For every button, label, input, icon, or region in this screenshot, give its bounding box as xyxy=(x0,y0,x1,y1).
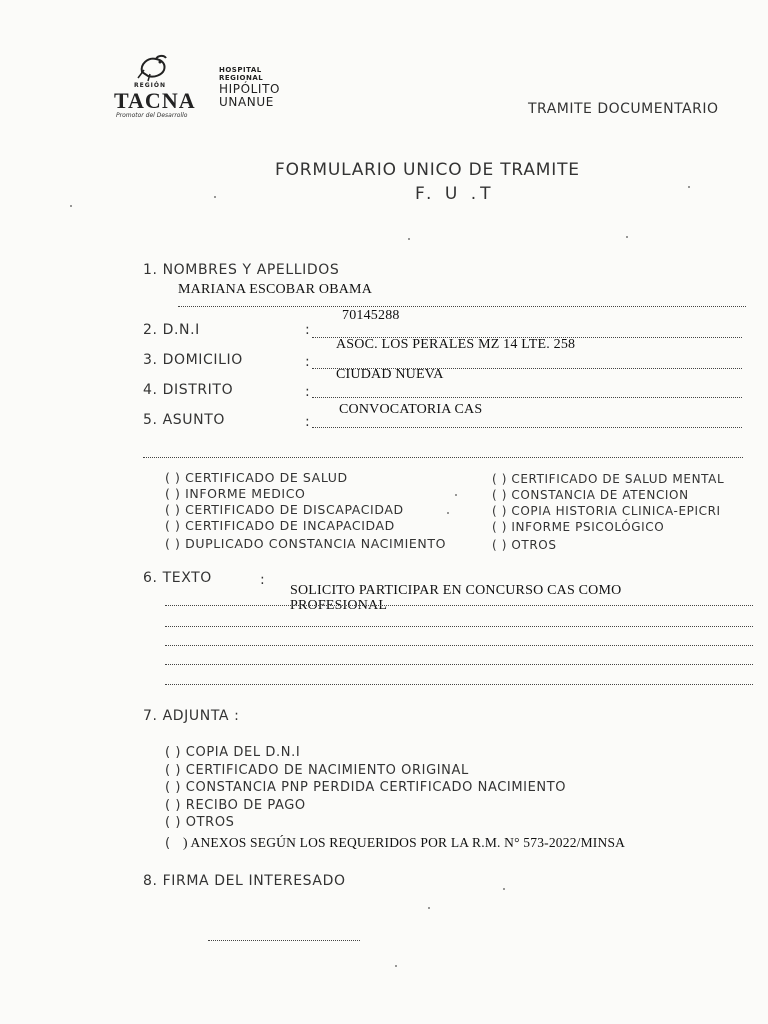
value-nombres[interactable]: MARIANA ESCOBAR OBAMA xyxy=(178,282,373,297)
scan-speck xyxy=(395,965,397,967)
scan-speck xyxy=(214,196,216,198)
colon-domicilio: : xyxy=(305,354,311,370)
asunto-options-left xyxy=(165,470,446,552)
label-texto: 6. TEXTO xyxy=(143,570,212,586)
texto-line-3 xyxy=(165,645,753,646)
label-nombres: 1. NOMBRES Y APELLIDOS xyxy=(143,262,340,278)
colon-asunto: : xyxy=(305,414,311,430)
option-informe-medico[interactable]: ( ) INFORME MEDICO xyxy=(165,486,306,501)
value-texto-line-2[interactable]: PROFESIONAL xyxy=(290,598,388,613)
option-informe-psicologico[interactable]: ( ) INFORME PSICOLÓGICO xyxy=(492,520,665,534)
value-distrito[interactable]: CIUDAD NUEVA xyxy=(336,367,444,382)
adjunta-recibo-pago[interactable]: ( ) RECIBO DE PAGO xyxy=(165,797,306,813)
option-certificado-salud[interactable]: ( ) CERTIFICADO DE SALUD xyxy=(165,470,348,485)
scan-speck xyxy=(626,236,628,238)
line-asunto-2 xyxy=(143,457,743,458)
adjunta-anexos-bracket: ( xyxy=(165,836,171,851)
label-adjunta: 7. ADJUNTA : xyxy=(143,708,240,724)
asunto-options-right xyxy=(492,472,724,554)
option-certificado-incapacidad[interactable]: ( ) CERTIFICADO DE INCAPACIDAD xyxy=(165,518,395,533)
texto-line-4 xyxy=(165,664,753,665)
tacna-logo xyxy=(112,54,202,120)
hospital-name xyxy=(219,66,280,109)
scan-speck xyxy=(503,888,505,890)
hospital-line-1: HOSPITAL xyxy=(219,66,262,74)
line-nombres xyxy=(178,306,746,307)
label-firma: 8. FIRMA DEL INTERESADO xyxy=(143,873,346,889)
scan-speck xyxy=(70,205,72,207)
option-certificado-discapacidad[interactable]: ( ) CERTIFICADO DE DISCAPACIDAD xyxy=(165,502,404,517)
adjunta-anexos[interactable]: ) ANEXOS SEGÚN LOS REQUERIDOS POR LA R.M. N° 573-2022/MINSA xyxy=(183,835,626,850)
value-texto-line-1[interactable]: SOLICITO PARTICIPAR EN CONCURSO CAS COMO xyxy=(290,583,622,598)
form-subtitle: F. U .T xyxy=(415,184,495,204)
line-distrito xyxy=(312,397,742,398)
form-title: FORMULARIO UNICO DE TRAMITE xyxy=(275,160,580,180)
colon-texto: : xyxy=(260,572,266,588)
hospital-line-4: UNANUE xyxy=(219,95,274,109)
label-domicilio: 3. DOMICILIO xyxy=(143,352,243,368)
firma-line[interactable] xyxy=(208,940,360,941)
scan-speck xyxy=(455,494,457,496)
scan-speck xyxy=(408,238,410,240)
scan-speck xyxy=(447,512,449,514)
logo-region-text: REGIÓN xyxy=(134,82,166,89)
colon-dni: : xyxy=(305,322,311,338)
scan-speck xyxy=(688,186,690,188)
adjunta-copia-dni[interactable]: ( ) COPIA DEL D.N.I xyxy=(165,745,301,760)
hospital-line-2: REGIONAL xyxy=(219,74,264,82)
logo-tagline: Promotor del Desarrollo xyxy=(116,112,188,119)
adjunta-otros[interactable]: ( ) OTROS xyxy=(165,815,235,830)
value-asunto[interactable]: CONVOCATORIA CAS xyxy=(339,402,483,417)
adjunta-constancia-pnp[interactable]: ( ) CONSTANCIA PNP PERDIDA CERTIFICADO NACIMIENTO xyxy=(165,780,567,795)
colon-distrito: : xyxy=(305,384,311,400)
texto-line-1 xyxy=(165,605,753,606)
adjunta-list xyxy=(165,745,566,833)
texto-line-5 xyxy=(165,684,753,685)
tramite-documentario-label: TRAMITE DOCUMENTARIO xyxy=(528,101,719,117)
option-duplicado-constancia[interactable]: ( ) DUPLICADO CONSTANCIA NACIMIENTO xyxy=(165,536,447,551)
adjunta-certificado-nacimiento[interactable]: ( ) CERTIFICADO DE NACIMIENTO ORIGINAL xyxy=(165,762,469,778)
value-domicilio[interactable]: ASOC. LOS PERALES MZ 14 LTE. 258 xyxy=(336,337,576,352)
logo-name: TACNA xyxy=(114,88,196,113)
scan-speck xyxy=(428,907,430,909)
label-distrito: 4. DISTRITO xyxy=(143,382,234,398)
line-asunto xyxy=(312,427,742,428)
texto-line-2 xyxy=(165,626,753,627)
label-dni: 2. D.N.I xyxy=(143,322,200,338)
bird-icon xyxy=(136,54,172,82)
option-copia-historia[interactable]: ( ) COPIA HISTORIA CLINICA-EPICRI xyxy=(492,504,721,518)
hospital-line-3: HIPÓLITO xyxy=(219,82,281,96)
option-otros[interactable]: ( ) OTROS xyxy=(492,538,557,552)
value-dni[interactable]: 70145288 xyxy=(342,308,400,323)
label-asunto: 5. ASUNTO xyxy=(143,412,225,428)
option-certificado-salud-mental[interactable]: ( ) CERTIFICADO DE SALUD MENTAL xyxy=(492,472,725,486)
option-constancia-atencion[interactable]: ( ) CONSTANCIA DE ATENCION xyxy=(492,488,689,502)
